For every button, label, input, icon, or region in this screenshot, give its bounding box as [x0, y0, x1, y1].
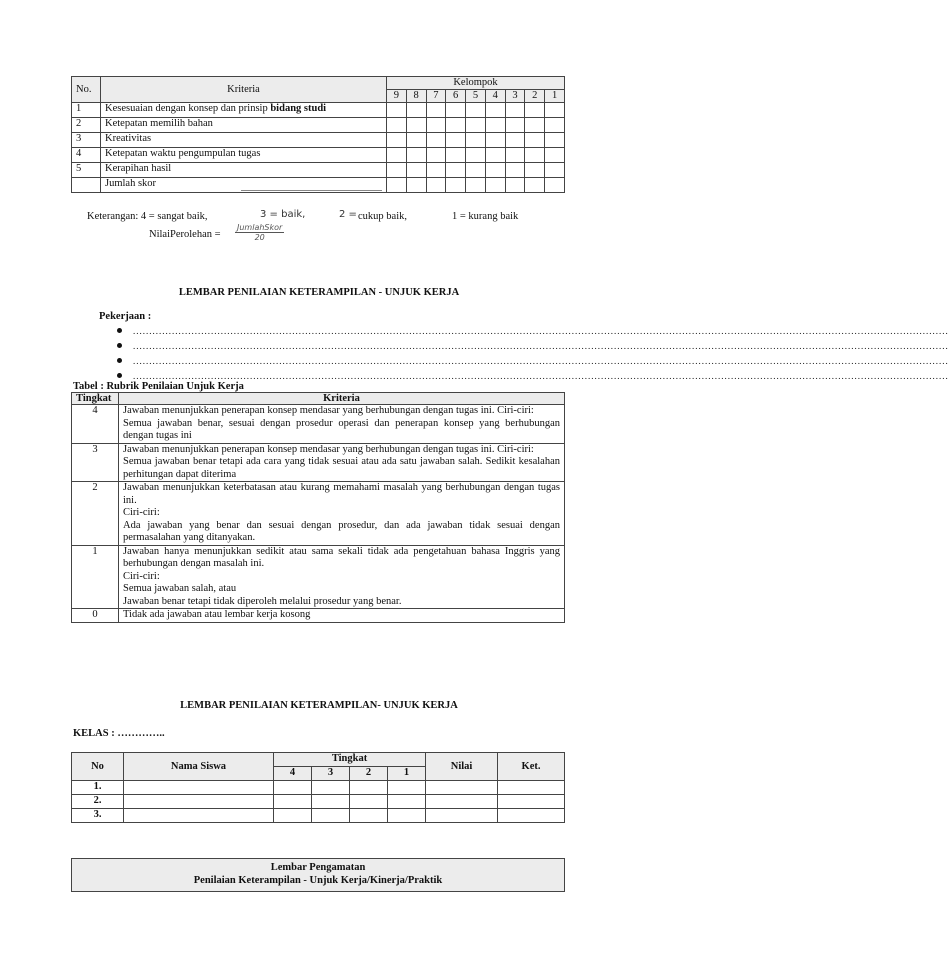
score-cell[interactable]: [505, 133, 525, 148]
header-kriteria: Kriteria: [101, 77, 387, 103]
score-cell[interactable]: [426, 133, 446, 148]
score-cell[interactable]: [426, 163, 446, 178]
bullet-icon: [117, 343, 122, 348]
student-row: [72, 795, 565, 809]
student-cell[interactable]: [312, 781, 350, 795]
student-cell[interactable]: [498, 795, 565, 809]
score-cell[interactable]: [485, 103, 505, 118]
keterangan-cukup-num: 2 =: [339, 209, 357, 220]
score-cell[interactable]: [545, 133, 565, 148]
pekerjaan-item[interactable]: [117, 323, 949, 338]
score-header-no: No: [72, 753, 124, 781]
pekerjaan-item[interactable]: [117, 353, 949, 368]
score-cell[interactable]: [545, 148, 565, 163]
score-cell[interactable]: [406, 133, 426, 148]
student-cell[interactable]: [426, 795, 498, 809]
rubric-row: [72, 482, 565, 546]
student-cell[interactable]: [312, 809, 350, 823]
observation-subtitle: Penilaian Keterampilan - Unjuk Kerja/Kinerja/Praktik: [193, 875, 443, 886]
score-cell[interactable]: [525, 163, 545, 178]
student-no: 3.: [72, 809, 124, 823]
rubric-line: Tidak ada jawaban atau lembar kerja kosong: [123, 609, 311, 620]
criteria-label: Kesesuaian dengan konsep dan prinsip: [105, 103, 271, 114]
kelas-label: KELAS : …………..: [73, 728, 165, 739]
score-header-tingkat: Tingkat: [274, 753, 426, 767]
observation-sheet-box: [71, 858, 565, 892]
rubric-table: [71, 392, 565, 623]
criteria-text: [101, 133, 387, 148]
score-cell[interactable]: [485, 148, 505, 163]
keterangan-cukup: cukup baik,: [358, 211, 407, 222]
criteria-row: [72, 103, 565, 118]
criteria-text: [101, 178, 387, 193]
student-cell[interactable]: [274, 809, 312, 823]
rubric-caption: Tabel : Rubrik Penilaian Unjuk Kerja: [73, 381, 244, 392]
criteria-text: [101, 103, 387, 118]
score-cell[interactable]: [466, 163, 486, 178]
criteria-no: 2: [72, 118, 101, 133]
group-col-8: 8: [406, 90, 426, 103]
bullet-icon: [117, 328, 122, 333]
rubric-level: 1: [72, 545, 119, 609]
criteria-row: [72, 148, 565, 163]
student-no: 1.: [72, 781, 124, 795]
pekerjaan-item[interactable]: [117, 338, 949, 353]
score-cell[interactable]: [545, 103, 565, 118]
score-cell[interactable]: [406, 178, 426, 193]
score-cell[interactable]: [406, 118, 426, 133]
criteria-label: Ketepatan waktu pengumpulan tugas: [105, 148, 261, 159]
keterangan: [87, 211, 567, 245]
score-cell[interactable]: [505, 118, 525, 133]
score-cell[interactable]: [387, 118, 407, 133]
criteria-label: Ketepatan memilih bahan: [105, 118, 213, 129]
section2-title: LEMBAR PENILAIAN KETERAMPILAN- UNJUK KERJA: [180, 700, 458, 711]
score-cell[interactable]: [525, 133, 545, 148]
group-col-6: 6: [446, 90, 466, 103]
dotted-line: ...........................................................................................................................................................................................................................................................: [133, 340, 949, 351]
student-row: [72, 781, 565, 795]
criteria-label-bold: bidang studi: [270, 103, 327, 114]
rubric-line: Jawaban menunjukkan keterbatasan atau kurang memahami masalah yang berhubungan dengan tugas ini.: [123, 482, 560, 506]
score-cell[interactable]: [466, 178, 486, 193]
nilai-fraction: [235, 223, 284, 242]
score-cell[interactable]: [387, 163, 407, 178]
rubric-line: Ciri-ciri:: [123, 507, 160, 518]
score-header-ket: Ket.: [498, 753, 565, 781]
score-cell[interactable]: [505, 163, 525, 178]
criteria-label: Kerapihan hasil: [105, 163, 172, 174]
student-cell[interactable]: [426, 809, 498, 823]
criteria-row: [72, 118, 565, 133]
score-cell[interactable]: [485, 163, 505, 178]
rubric-row: [72, 405, 565, 444]
score-cell[interactable]: [466, 103, 486, 118]
criteria-row: [72, 178, 565, 193]
fraction-denominator: 20: [254, 233, 265, 242]
bullet-icon: [117, 358, 122, 363]
fraction-numerator: JumlahSkor: [237, 223, 283, 232]
group-col-1: 1: [545, 90, 565, 103]
student-cell[interactable]: [388, 781, 426, 795]
criteria-no: 4: [72, 148, 101, 163]
rubric-header-tingkat: Tingkat: [72, 393, 119, 405]
rubric-row: [72, 609, 565, 623]
pekerjaan-list: [117, 323, 949, 383]
rubric-criteria: [119, 545, 565, 609]
observation-title: Lembar Pengamatan: [270, 862, 366, 873]
criteria-no: [72, 178, 101, 193]
header-kelompok: Kelompok: [387, 77, 565, 90]
group-col-3: 3: [505, 90, 525, 103]
score-cell[interactable]: [446, 103, 466, 118]
rubric-level: 4: [72, 405, 119, 444]
score-cell[interactable]: [426, 103, 446, 118]
score-cell[interactable]: [387, 103, 407, 118]
score-cell[interactable]: [525, 178, 545, 193]
score-cell[interactable]: [446, 148, 466, 163]
score-cell[interactable]: [505, 103, 525, 118]
rubric-line: Jawaban benar tetapi tidak diperoleh melalui prosedur yang benar.: [123, 595, 402, 607]
criteria-label: Jumlah skor: [105, 178, 157, 189]
score-cell[interactable]: [426, 118, 446, 133]
score-cell[interactable]: [387, 178, 407, 193]
student-cell[interactable]: [350, 781, 388, 795]
student-cell[interactable]: [124, 781, 274, 795]
criteria-no: 3: [72, 133, 101, 148]
rubric-criteria: [119, 443, 565, 482]
score-cell[interactable]: [426, 178, 446, 193]
rubric-level: 0: [72, 609, 119, 623]
rubric-criteria: [119, 482, 565, 546]
keterangan-kurang: 1 = kurang baik: [452, 211, 519, 222]
keterangan-baik: 3 = baik,: [260, 209, 306, 220]
student-row: [72, 809, 565, 823]
score-cell[interactable]: [545, 163, 565, 178]
score-cell[interactable]: [545, 118, 565, 133]
level-col-4: 4: [274, 767, 312, 781]
criteria-label: Kreativitas: [105, 133, 152, 144]
pekerjaan-label: Pekerjaan :: [99, 311, 152, 322]
rubric-criteria: [119, 609, 565, 623]
score-cell[interactable]: [466, 118, 486, 133]
score-cell[interactable]: [446, 133, 466, 148]
group-col-9: 9: [387, 90, 407, 103]
student-cell[interactable]: [350, 809, 388, 823]
student-cell[interactable]: [312, 795, 350, 809]
level-col-2: 2: [350, 767, 388, 781]
student-cell[interactable]: [388, 809, 426, 823]
criteria-no: 1: [72, 103, 101, 118]
score-cell[interactable]: [387, 133, 407, 148]
student-cell[interactable]: [498, 809, 565, 823]
score-header-nama: Nama Siswa: [124, 753, 274, 781]
rubric-line: Jawaban menunjukkan penerapan konsep mendasar yang berhubungan dengan tugas ini. Ciri-ciri:: [123, 405, 534, 416]
student-cell[interactable]: [124, 795, 274, 809]
rubric-line: Semua jawaban benar tetapi ada cara yang tidak sesuai atau ada satu jawaban salah. Sedikit kesalahan perhitungan dapat diterima: [123, 456, 560, 480]
score-cell[interactable]: [505, 148, 525, 163]
nilai-perolehan-label: NilaiPerolehan =: [149, 229, 221, 240]
student-cell[interactable]: [124, 809, 274, 823]
score-cell[interactable]: [485, 133, 505, 148]
rubric-row: [72, 545, 565, 609]
rubric-line: Jawaban menunjukkan penerapan konsep mendasar yang berhubungan dengan tugas ini. Ciri-ciri:: [123, 443, 534, 455]
score-cell[interactable]: [525, 148, 545, 163]
score-cell[interactable]: [525, 118, 545, 133]
student-cell[interactable]: [426, 781, 498, 795]
criteria-row: [72, 163, 565, 178]
student-cell[interactable]: [274, 781, 312, 795]
rubric-level: 3: [72, 443, 119, 482]
group-col-2: 2: [525, 90, 545, 103]
group-col-5: 5: [466, 90, 486, 103]
score-cell[interactable]: [485, 178, 505, 193]
keterangan-label: Keterangan: 4 = sangat baik,: [87, 211, 208, 222]
score-cell[interactable]: [545, 178, 565, 193]
criteria-row: [72, 133, 565, 148]
section1-title: LEMBAR PENILAIAN KETERAMPILAN - UNJUK KERJA: [178, 287, 460, 298]
group-col-4: 4: [485, 90, 505, 103]
score-cell[interactable]: [387, 148, 407, 163]
score-cell[interactable]: [406, 163, 426, 178]
score-cell[interactable]: [406, 103, 426, 118]
student-cell[interactable]: [388, 795, 426, 809]
rubric-level: 2: [72, 482, 119, 546]
bullet-icon: [117, 373, 122, 378]
criteria-text: [101, 148, 387, 163]
score-cell[interactable]: [466, 133, 486, 148]
rubric-criteria: [119, 405, 565, 444]
rubric-line: Semua jawaban benar, sesuai dengan prosedur operasi dan penerapan konsep yang berhubungan dengan tugas ini: [123, 417, 560, 441]
level-col-1: 1: [388, 767, 426, 781]
score-cell[interactable]: [466, 148, 486, 163]
score-cell[interactable]: [446, 178, 466, 193]
score-header-nilai: Nilai: [426, 753, 498, 781]
rubric-header-kriteria: Kriteria: [119, 393, 565, 405]
student-cell[interactable]: [274, 795, 312, 809]
dotted-line: ...........................................................................................................................................................................................................................................................: [133, 355, 949, 366]
score-cell[interactable]: [446, 118, 466, 133]
score-table: [71, 752, 565, 823]
level-col-3: 3: [312, 767, 350, 781]
rubric-line: Ada jawaban yang benar dan sesuai dengan prosedur, dan ada jawaban tidak sesuai dengan permasalahan yang ditanyakan.: [123, 519, 560, 543]
rubric-line: Jawaban hanya menunjukkan sedikit atau sama sekali tidak ada pengetahuan bahasa Inggris yang berhubungan dengan masalah ini.: [123, 545, 560, 569]
student-cell[interactable]: [498, 781, 565, 795]
score-cell[interactable]: [406, 148, 426, 163]
rubric-line: Semua jawaban salah, atau: [123, 583, 237, 594]
score-cell[interactable]: [446, 163, 466, 178]
criteria-text: [101, 118, 387, 133]
score-cell[interactable]: [505, 178, 525, 193]
score-cell[interactable]: [485, 118, 505, 133]
group-col-7: 7: [426, 90, 446, 103]
student-cell[interactable]: [350, 795, 388, 809]
dotted-line: ...........................................................................................................................................................................................................................................................: [133, 370, 949, 381]
student-no: 2.: [72, 795, 124, 809]
dotted-line: ...........................................................................................................................................................................................................................................................: [133, 325, 949, 336]
underline: [241, 190, 382, 191]
rubric-row: [72, 443, 565, 482]
criteria-text: [101, 163, 387, 178]
score-cell[interactable]: [525, 103, 545, 118]
rubric-line: Ciri-ciri:: [123, 570, 160, 582]
criteria-table: [71, 76, 565, 193]
criteria-no: 5: [72, 163, 101, 178]
header-no: No.: [72, 77, 101, 103]
score-cell[interactable]: [426, 148, 446, 163]
